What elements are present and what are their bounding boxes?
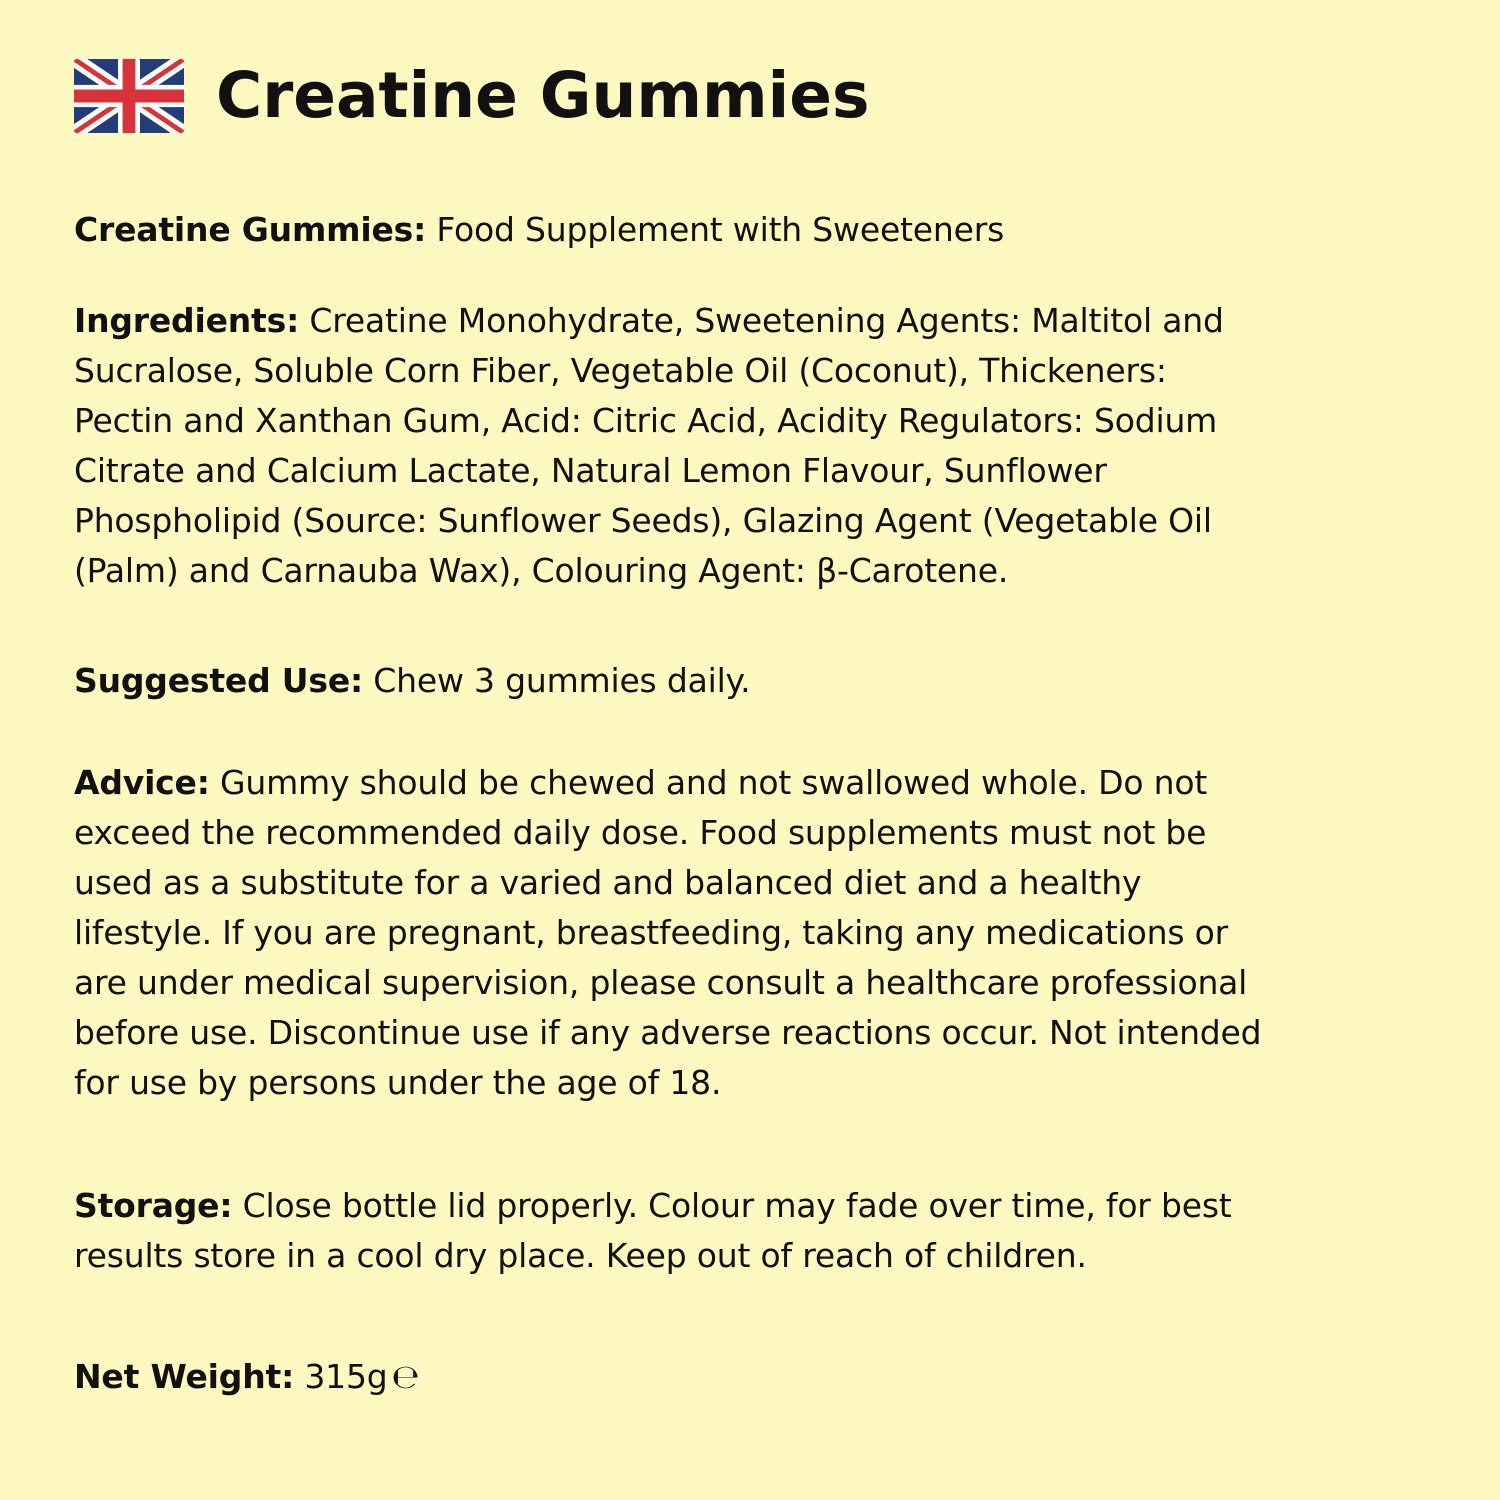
- uk-flag-icon: [74, 59, 184, 133]
- storage-label: Storage:: [74, 1186, 233, 1225]
- net-weight-label: Net Weight:: [74, 1357, 295, 1396]
- description-text: Food Supplement with Sweeteners: [426, 210, 1005, 249]
- advice-line: are under medical supervision, please consult a healthcare professional: [74, 963, 1248, 1002]
- advice-line: used as a substitute for a varied and balanced diet and a healthy: [74, 863, 1142, 902]
- advice-line: exceed the recommended daily dose. Food supplements must not be: [74, 813, 1207, 852]
- ingredients-line: [74, 296, 1454, 346]
- advice-label: Advice:: [74, 763, 210, 802]
- description-section: [74, 205, 1454, 255]
- advice-section: [74, 758, 1454, 1108]
- description-label: Creatine Gummies:: [74, 210, 427, 249]
- advice-line: [74, 758, 1454, 808]
- suggested-use-text: Chew 3 gummies daily.: [363, 661, 751, 700]
- ingredients-line: Pectin and Xanthan Gum, Acid: Citric Acid, Acidity Regulators: Sodium: [74, 401, 1218, 440]
- ingredients-text: Creatine Monohydrate, Sweetening Agents: Maltitol and: [299, 301, 1224, 340]
- ingredients-section: [74, 296, 1454, 596]
- net-weight-value: 315g: [294, 1357, 388, 1396]
- storage-text: Close bottle lid properly. Colour may fade over time, for best: [232, 1186, 1232, 1225]
- advice-line: before use. Discontinue use if any adverse reactions occur. Not intended: [74, 1013, 1262, 1052]
- advice-line: lifestyle. If you are pregnant, breastfeeding, taking any medications or: [74, 913, 1228, 952]
- storage-section: [74, 1181, 1454, 1281]
- page-title: Creatine Gummies: [216, 59, 870, 132]
- estimated-sign-icon: ℮: [391, 1357, 420, 1396]
- suggested-use-section: [74, 656, 1454, 706]
- ingredients-line: Phospholipid (Source: Sunflower Seeds), Glazing Agent (Vegetable Oil: [74, 501, 1212, 540]
- suggested-use-label: Suggested Use:: [74, 661, 364, 700]
- advice-text: Gummy should be chewed and not swallowed whole. Do not: [209, 763, 1208, 802]
- storage-line: results store in a cool dry place. Keep out of reach of children.: [74, 1236, 1087, 1275]
- ingredients-line: (Palm) and Carnauba Wax), Colouring Agent: β-Carotene.: [74, 551, 1009, 590]
- storage-line: [74, 1181, 1454, 1231]
- ingredients-line: Sucralose, Soluble Corn Fiber, Vegetable Oil (Coconut), Thickeners:: [74, 351, 1167, 390]
- advice-line: for use by persons under the age of 18.: [74, 1063, 722, 1102]
- net-weight-section: [74, 1352, 1454, 1402]
- header: [74, 56, 869, 136]
- ingredients-line: Citrate and Calcium Lactate, Natural Lemon Flavour, Sunflower: [74, 451, 1107, 490]
- ingredients-label: Ingredients:: [74, 301, 300, 340]
